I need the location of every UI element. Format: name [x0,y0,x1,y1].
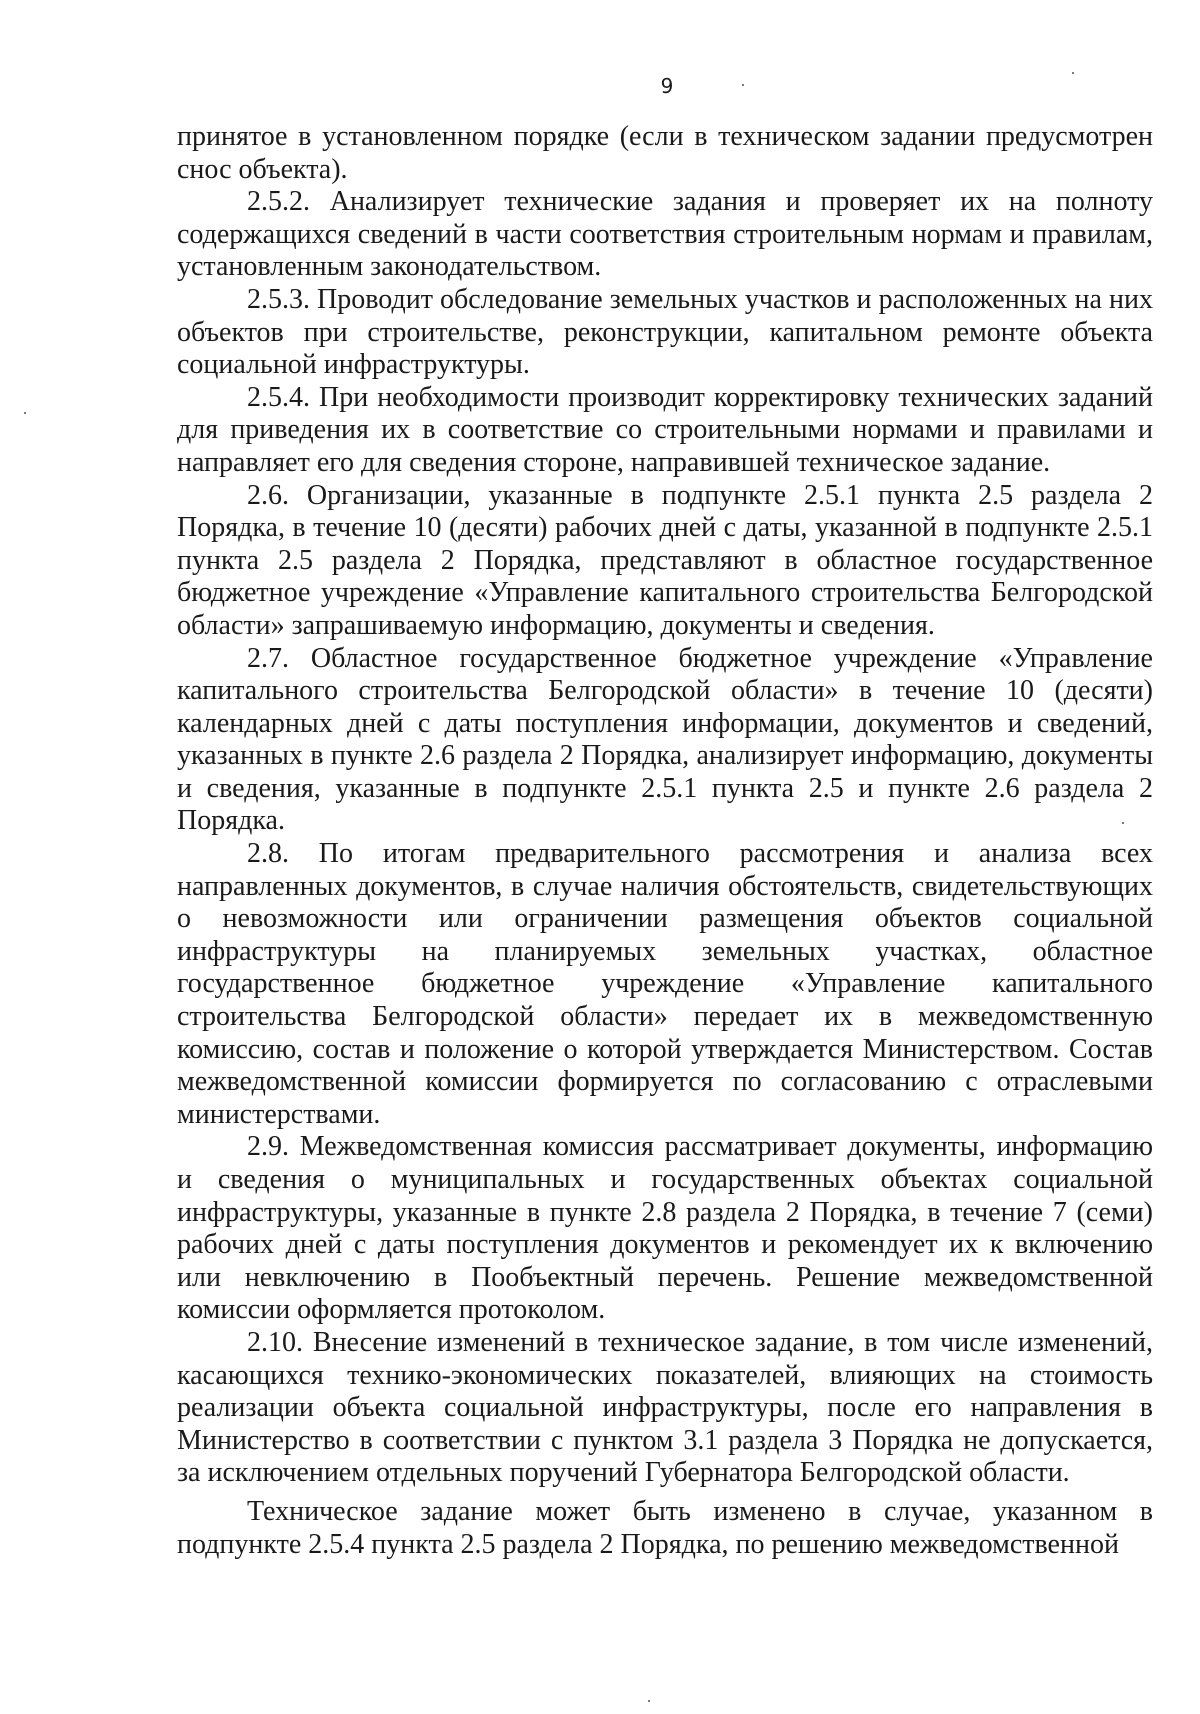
paragraph-2-10: 2.10. Внесение изменений в техническое задание, в том числе изменений, касающихся технико-экономических показателей, влияющих на стоимость реализации объекта социальной инфраструктуры, после его направления в Министерство в соответствии с пунктом 3.1 раздела 3 Порядка не допускается, за исключением отдельных поручений Губернатора Белгородской области. [177,1326,1153,1489]
scan-speck [24,412,26,414]
paragraph-2-5-4: 2.5.4. При необходимости производит корректировку технических заданий для приведения их в соответствие со строительными нормами и правилами и направляет его для сведения стороне, направившей техническое задание. [177,381,1153,478]
scan-speck [1122,822,1124,824]
paragraph-continuation: принятое в установленном порядке (если в техническом задании предусмотрен снос объекта). [177,121,1153,185]
paragraph-2-5-2: 2.5.2. Анализирует технические задания и проверяет их на полноту содержащихся сведений в части соответствия строительным нормам и правилам, установленным законодательством. [177,186,1153,283]
paragraph-2-6: 2.6. Организации, указанные в подпункте 2.5.1 пункта 2.5 раздела 2 Порядка, в течение 10 (десяти) рабочих дней с даты, указанной в подпункте 2.5.1 пункта 2.5 раздела 2 Порядка, представляют в областное государственное бюджетное учреждение «Управление капитального строительства Белгородской области» запрашиваемую информацию, документы и сведения. [177,479,1153,641]
paragraph-technical-task: Техническое задание может быть изменено в случае, указанном в подпункте 2.5.4 пункта 2.5 раздела 2 Порядка, по решению межведомственной [177,1495,1153,1560]
page-number: 9 [660,74,674,98]
paragraph-2-8: 2.8. По итогам предварительного рассмотрения и анализа всех направленных документов, в случае наличия обстоятельств, свидетельствующих о невозможности или ограничении размещения объектов социальной инфраструктуры на планируемых земельных участках, областное государственное бюджетное учреждение «Управление капитального строительства Белгородской области» передает их в межведомственную комиссию, состав и положение о которой утверждается Министерством. Состав межведомственной комиссии формируется по согласованию с отраслевыми министерствами. [177,838,1153,1130]
scan-speck [1072,72,1074,74]
paragraph-2-7: 2.7. Областное государственное бюджетное учреждение «Управление капитального строительства Белгородской области» в течение 10 (десяти) календарных дней с даты поступления информации, документов и сведений, указанных в пункте 2.6 раздела 2 Порядка, анализирует информацию, документы и сведения, указанные в подпункте 2.5.1 пункта 2.5 и пункте 2.6 раздела 2 Порядка. [177,642,1153,837]
paragraph-2-5-3: 2.5.3. Проводит обследование земельных участков и расположенных на них объектов при строительстве, реконструкции, капитальном ремонте объекта социальной инфраструктуры. [177,283,1153,381]
scan-speck [648,1700,650,1702]
document-body [177,121,1153,1561]
paragraph-2-9: 2.9. Межведомственная комиссия рассматривает документы, информацию и сведения о муниципальных и государственных объектах социальной инфраструктуры, указанные в пункте 2.8 раздела 2 Порядка, в течение 7 (семи) рабочих дней с даты поступления документов и рекомендует их к включению или невключению в Пообъектный перечень. Решение межведомственной комиссии оформляется протоколом. [177,1131,1153,1326]
scan-speck [742,84,744,86]
